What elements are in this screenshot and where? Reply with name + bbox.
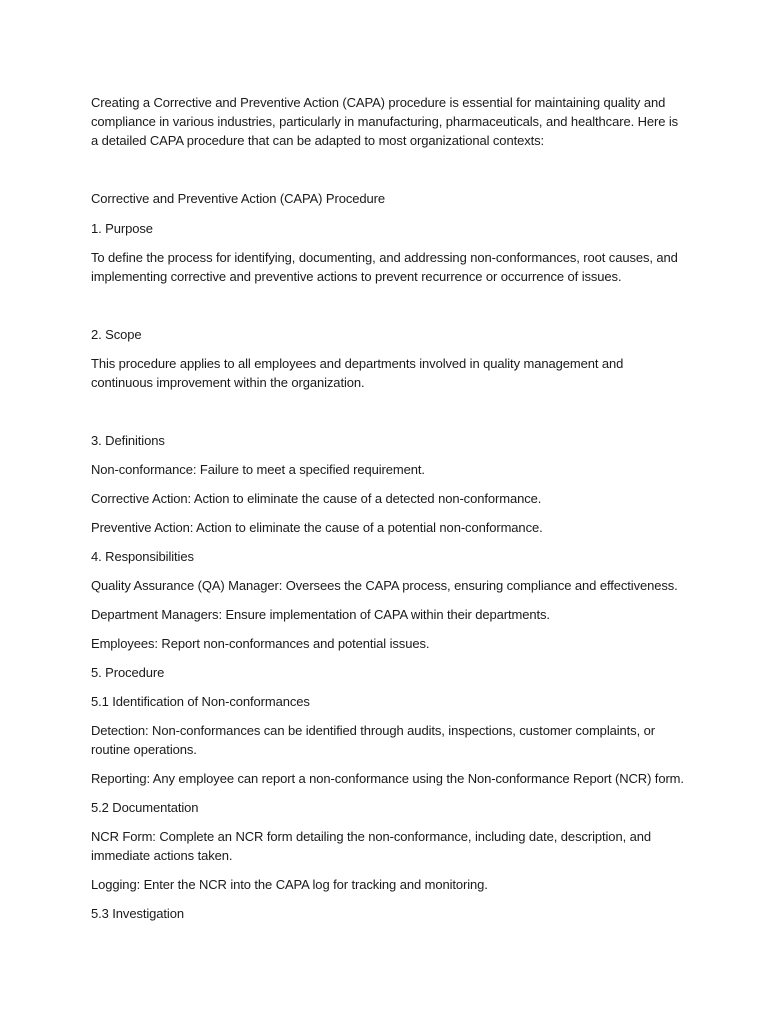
definitions-heading: 3. Definitions xyxy=(91,433,165,448)
document-title: Corrective and Preventive Action (CAPA) Procedure xyxy=(91,191,385,206)
identification-item: Reporting: Any employee can report a non-conformance using the Non-conformance Report (NCR) form. xyxy=(91,771,684,786)
responsibilities-heading: 4. Responsibilities xyxy=(91,549,194,564)
document-page xyxy=(91,93,687,923)
intro-paragraph: Creating a Corrective and Preventive Action (CAPA) procedure is essential for maintaining quality and compliance in various industries, particularly in manufacturing, pharmaceuticals, and healthcare. Here is a detailed CAPA procedure that can be adapted to most organizational contexts: xyxy=(91,95,679,148)
purpose-text: To define the process for identifying, documenting, and addressing non-conformances, root causes, and implementing corrective and preventive actions to prevent recurrence or occurrence of issues. xyxy=(91,250,678,284)
procedure-heading: 5. Procedure xyxy=(91,665,165,680)
responsibility-item: Quality Assurance (QA) Manager: Oversees the CAPA process, ensuring compliance and effectiveness. xyxy=(91,578,678,593)
scope-heading: 2. Scope xyxy=(91,327,142,342)
identification-heading: 5.1 Identification of Non-conformances xyxy=(91,694,310,709)
responsibility-item: Department Managers: Ensure implementation of CAPA within their departments. xyxy=(91,607,550,622)
definition-item: Corrective Action: Action to eliminate the cause of a detected non-conformance. xyxy=(91,491,542,506)
definition-item: Non-conformance: Failure to meet a specified requirement. xyxy=(91,462,425,477)
scope-text: This procedure applies to all employees and departments involved in quality management and continuous improvement within the organization. xyxy=(91,356,624,390)
definition-item: Preventive Action: Action to eliminate the cause of a potential non-conformance. xyxy=(91,520,543,535)
responsibility-item: Employees: Report non-conformances and potential issues. xyxy=(91,636,430,651)
documentation-item: Logging: Enter the NCR into the CAPA log for tracking and monitoring. xyxy=(91,877,488,892)
documentation-item: NCR Form: Complete an NCR form detailing the non-conformance, including date, description, and immediate actions taken. xyxy=(91,829,651,863)
investigation-heading: 5.3 Investigation xyxy=(91,906,184,921)
purpose-heading: 1. Purpose xyxy=(91,221,153,236)
documentation-heading: 5.2 Documentation xyxy=(91,800,199,815)
identification-item: Detection: Non-conformances can be identified through audits, inspections, customer complaints, or routine operations. xyxy=(91,723,655,757)
